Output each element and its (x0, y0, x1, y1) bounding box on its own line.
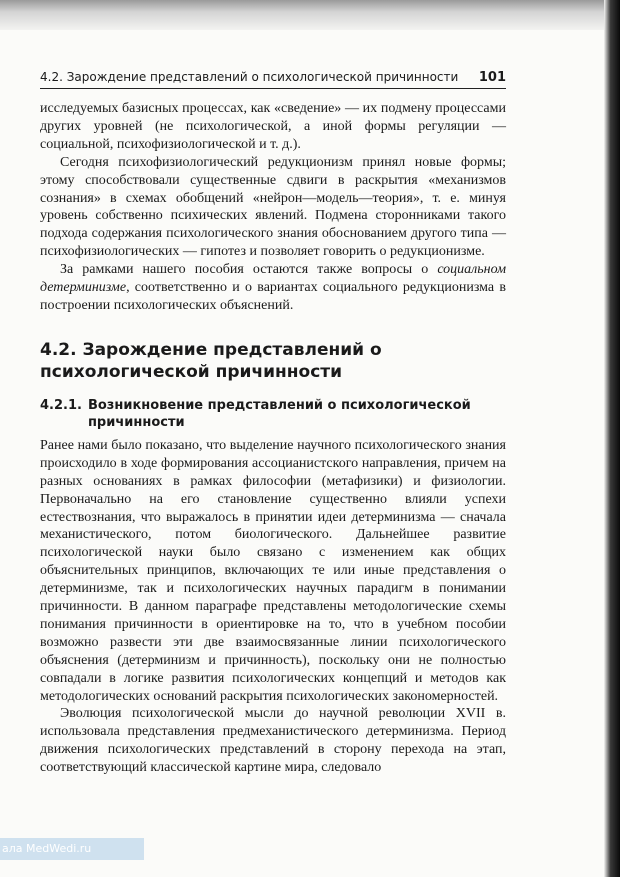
section-heading: 4.2. Зарождение представлений о психологической причинности (40, 339, 382, 382)
scan-shadow-top (0, 0, 620, 30)
page-body (40, 100, 506, 777)
paragraph-social-determinism (40, 261, 506, 315)
running-head (40, 70, 506, 89)
paragraph-continued: исследуемых базисных процессах, как «сведение» — их подмену процессами других уровней (не психологической, а иной формы регуляции — социальной, психофизиологической и т. д.). (40, 101, 506, 152)
running-head-title: 4.2. Зарождение представлений о психологической причинности (40, 70, 459, 84)
paragraph-evolution: Эволюция психологической мысли до научной революции XVII в. использовала представления предмеханистического детерминизма. Период движения психологических представлений в сторону перехода на этап, соответствующий классической картине мира, следовало (40, 706, 506, 776)
subsection-number: 4.2.1. (40, 397, 82, 413)
scan-shadow-right (604, 0, 620, 877)
subsection-heading (40, 397, 506, 431)
paragraph-causality-origins: Ранее нами было показано, что выделение научного психологического знания происходило в ходе формирования ассоцианистского направления, причем на разных основаниях в рамках философии (метафизики) и физиологии. Первоначально на его становление существенно влияли успехи естествознания, что выражалось в принятии идеи детерминизма — сначала механистического, потом биологического. Дальнейшее развитие психологической науки было связано с изменением как общих объяснительных принципов, включающих те или иные представления о детерминизме, так и психологических научных парадигм в понимании причинности. В данном параграфе представлены методологические схемы понимания причинности в ориентировке на то, что в учебном пособии возможно развести эти две взаимосвязанные линии психологического объяснения (детерминизм и причинность), поскольку они не полностью совпадали в логике развития психологических концепций и методов как методологических оснований раскрытия психологических закономерностей. (40, 437, 506, 704)
site-watermark: ала MedWedi.ru (0, 838, 144, 860)
subsection-title: Возникновение представлений о психологической причинности (87, 397, 471, 430)
paragraph-reductionism: Сегодня психофизиологический редукционизм принял новые формы; этому способствовали существенные сдвиги в раскрытия «механизмов сознания» в схемах обобщений «нейрон—модель—теория», т. е. минуя уровень собственно психических явлений. Подмена сторонниками такого подхода содержания психологического знания обоснованием другого типа — психофизиологических — гипотез и позволяет говорить о редукционизме. (40, 154, 506, 260)
emphasis-social-determinism: социальном детерминизме (40, 262, 506, 296)
text-run: , соответственно и о вариантах социального редукционизма в построении психологических объяснений. (40, 280, 506, 313)
text-run: За рамками нашего пособия остаются также вопросы о (60, 262, 438, 278)
page-number: 101 (478, 70, 506, 85)
